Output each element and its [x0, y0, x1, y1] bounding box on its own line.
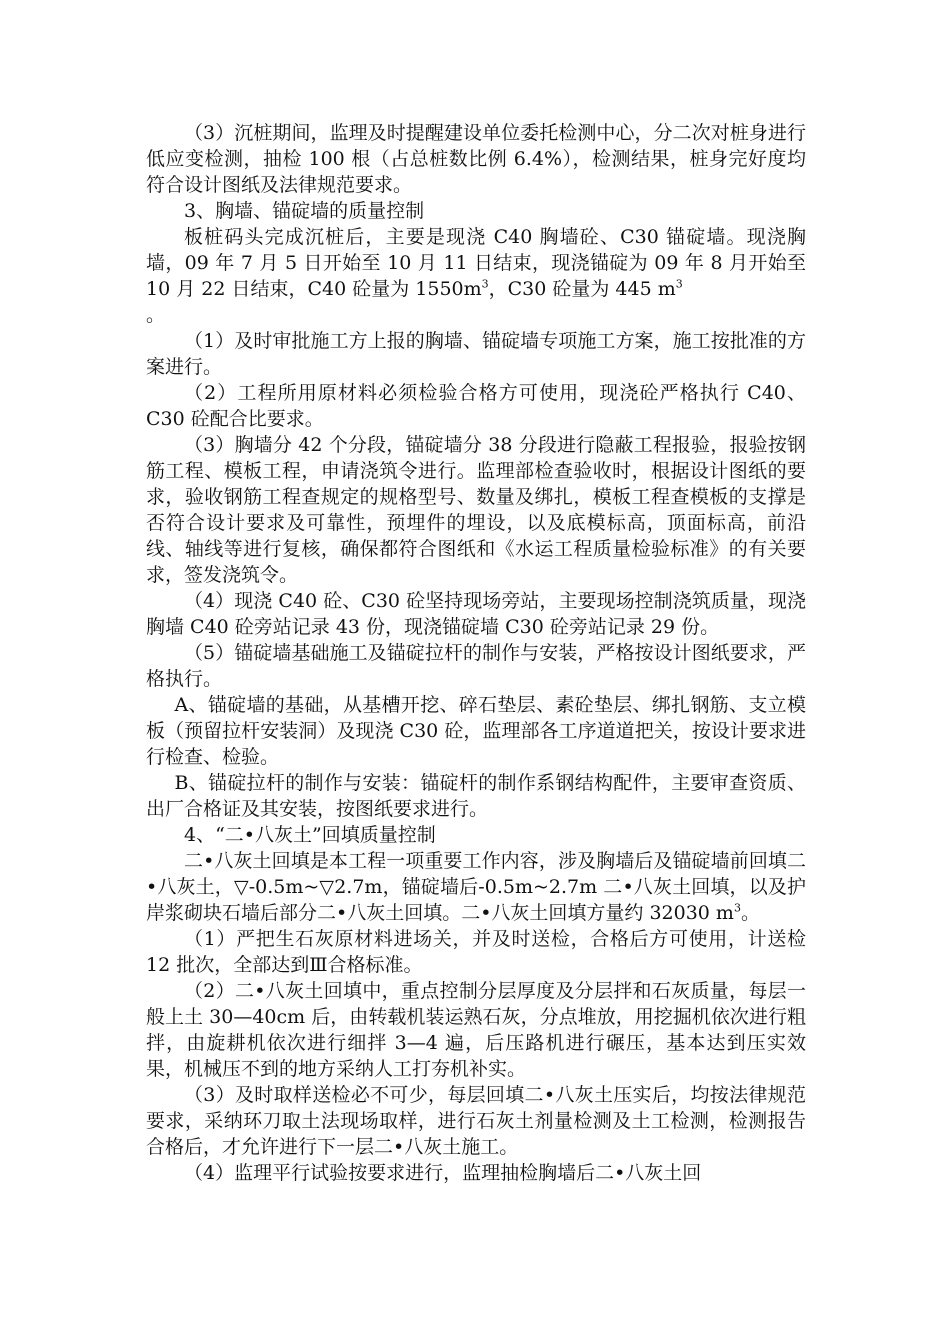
paragraph-backfill-item-1: （1）严把生石灰原材料进场关，并及时送检，合格后方可使用，计送检 12 批次，全部达到Ⅲ合格标准。: [146, 928, 806, 976]
paragraph-text: 。: [146, 304, 166, 326]
superscript: 3: [481, 277, 489, 291]
paragraph-text: 板桩码头完成沉桩后，主要是现浇 C40 胸墙砼、C30 锚碇墙。现浇胸墙，09 年 7 月 5 日开始至 10 月 11 日结束，现浇锚碇为 09 年 8 月开始至 10 月 22 日结束，C40 砼量为 1550m: [146, 226, 806, 300]
paragraph-item-b: B、锚碇拉杆的制作与安装：锚碇杆的制作系钢结构配件，主要审查资质、出厂合格证及其安装，按图纸要求进行。: [146, 772, 806, 820]
paragraph-backfill-item-3: （3）及时取样送检必不可少，每层回填二•八灰土压实后，均按法律规范要求，采纳环刀取土法现场取样，进行石灰土剂量检测及土工检测，检测报告合格后，才允许进行下一层二•八灰土施工。: [146, 1084, 806, 1158]
paragraph-item-2: （2）工程所用原材料必须检验合格方可使用，现浇砼严格执行 C40、C30 砼配合比要求。: [146, 382, 806, 430]
paragraph-backfill-item-2: （2）二•八灰土回填中，重点控制分层厚度及分层拌和石灰质量，每层一般上土 30—40cm 后，由转载机装运熟石灰，分点堆放，用挖掘机依次进行粗拌，由旋耕机依次进行细拌 3—4 遍，后压路机进行碾压，基本达到压实效果，机械压不到的地方采纳人工打夯机补实。: [146, 980, 806, 1080]
paragraph-text: 二•八灰土回填是本工程一项重要工作内容，涉及胸墙后及锚碇墙前回填二•八灰土，▽-0.5m~▽2.7m，锚碇墙后-0.5m~2.7m 二•八灰土回填，以及护岸浆砌块石墙后部分二•八灰土回填。二•八灰土回填方量约 32030 m: [146, 850, 806, 924]
document-page: [146, 120, 806, 1186]
paragraph-item-a: A、锚碇墙的基础，从基槽开挖、碎石垫层、素砼垫层、绑扎钢筋、支立模板（预留拉杆安装洞）及现浇 C30 砼，监理部各工序道道把关，按设计要求进行检查、检验。: [146, 694, 806, 768]
section-heading-4: 4、“二•八灰土”回填质量控制: [184, 824, 436, 846]
paragraph-item-1: （1）及时审批施工方上报的胸墙、锚碇墙专项施工方案，施工按批准的方案进行。: [146, 330, 806, 378]
paragraph-backfill-item-4: （4）监理平行试验按要求进行，监理抽检胸墙后二•八灰土回: [184, 1162, 702, 1184]
paragraph-pile-testing: （3）沉桩期间，监理及时提醒建设单位委托检测中心，分二次对桩身进行低应变检测，抽检 100 根（占总桩数比例 6.4%），检测结果，桩身完好度均符合设计图纸及法律规范要求。: [146, 122, 806, 196]
superscript: 3: [733, 901, 741, 915]
paragraph-item-5: （5）锚碇墙基础施工及锚碇拉杆的制作与安装，严格按设计图纸要求，严格执行。: [146, 642, 806, 690]
paragraph-backfill-overview: [146, 848, 806, 926]
paragraph-text: ，C30 砼量为 445 m: [488, 278, 676, 300]
paragraph-wall-overview: [146, 224, 806, 328]
paragraph-item-3: （3）胸墙分 42 个分段，锚碇墙分 38 分段进行隐蔽工程报验，报验按钢筋工程、模板工程，申请浇筑令进行。监理部检查验收时，根据设计图纸的要求，验收钢筋工程查规定的规格型号、数量及绑扎，模板工程查模板的支撑是否符合设计要求及可靠性，预埋件的埋设，以及底模标高，顶面标高，前沿线、轴线等进行复核，确保都符合图纸和《水运工程质量检验标准》的有关要求，签发浇筑令。: [146, 434, 806, 586]
section-heading-3: 3、胸墙、锚碇墙的质量控制: [184, 200, 425, 222]
superscript: 3: [675, 277, 683, 291]
paragraph-text: 。: [740, 902, 760, 924]
paragraph-item-4: （4）现浇 C40 砼、C30 砼坚持现场旁站，主要现场控制浇筑质量，现浇胸墙 C40 砼旁站记录 43 份，现浇锚碇墙 C30 砼旁站记录 29 份。: [146, 590, 806, 638]
